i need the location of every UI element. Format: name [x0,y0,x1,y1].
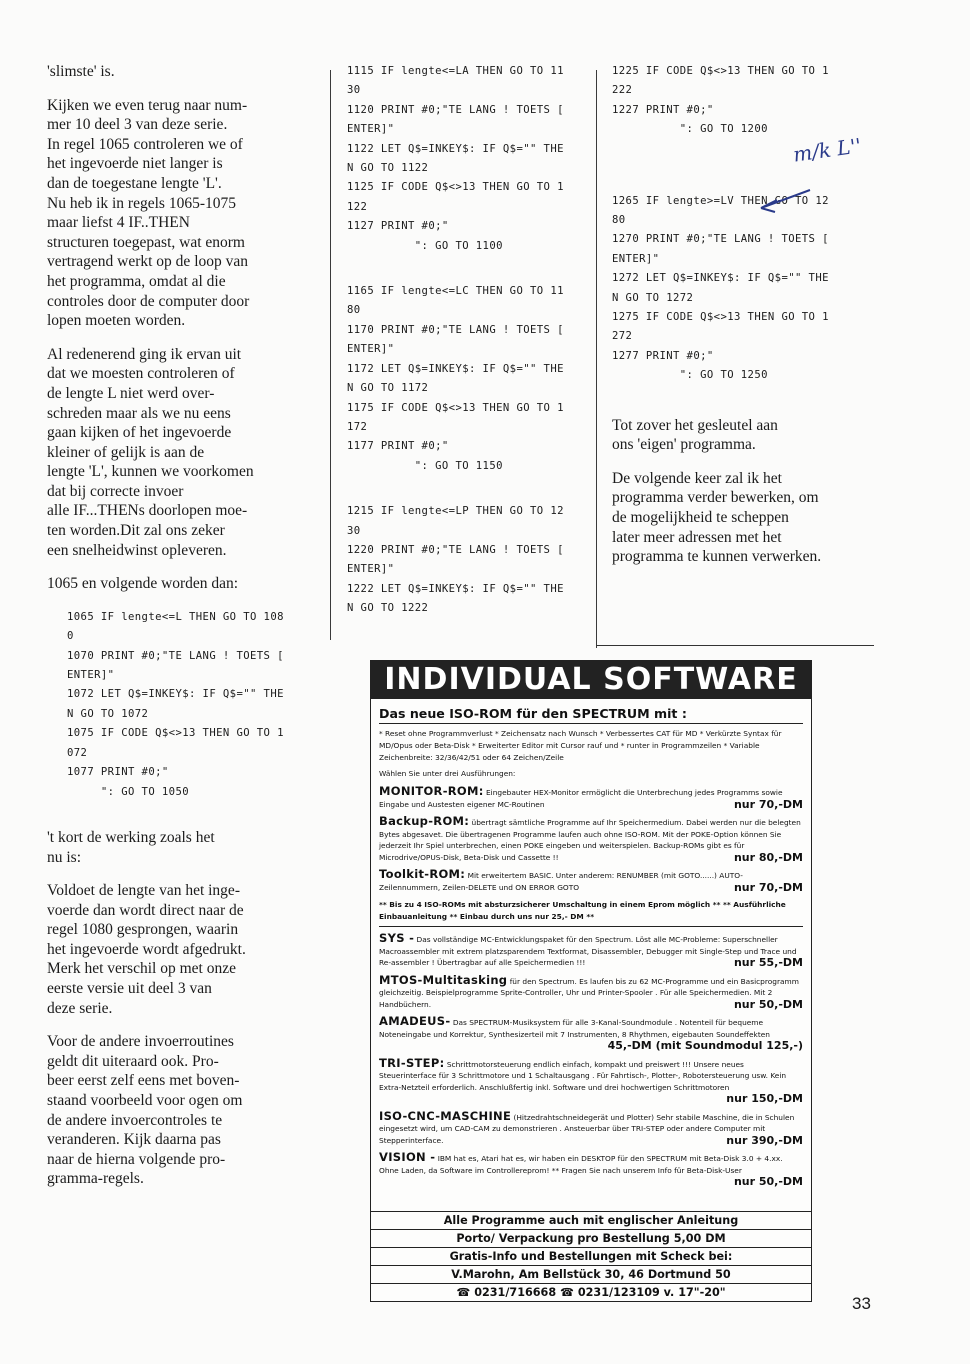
handwritten-note: m/k L'' [791,133,863,167]
text-line: 'slimste' is. [47,63,115,80]
text-line: deze serie. [47,999,113,1017]
code-listing: 1165 IF lengte<=LC THEN GO TO 11 80 1170 PRINT #0;"TE LANG ! TOETS [ ENTER]" 1172 LET Q$=INKEY$: IF Q$="" THE N GO TO 1172 1175 IF CODE Q$<>13 THEN GO TO 1 172 1177 PRINT #0;" ": GO TO 1150 [347,285,564,472]
ad-product-text: für den Spectrum. Es laufen bis zu 62 MC-Programme und ein Basicprogramm gleichzeitig. Beispielprogramme Sprite-Controller, Uhr und Printer-Spooler . Für alle Speichermedien. Mit 2 Handbüchern. [379,976,799,1009]
paragraph [47,345,319,561]
text-line: Voldoet de lengte van het inge- [47,882,240,900]
ad-product-name: MONITOR-ROM: [379,784,484,798]
text-line: Merk het verschil op met onze [47,960,236,978]
ad-product-text: Mit erweitertem BASIC. Unter anderem: RENUMBER (mit GOTO......) AUTO-Zeilennummern, Zeilen-DELETE und ON ERROR GOTO [379,871,743,892]
ad-product [379,816,803,863]
code-listing: 1215 IF lengte<=LP THEN GO TO 12 30 1220 PRINT #0;"TE LANG ! TOETS [ ENTER]" 1222 LET Q$=INKEY$: IF Q$="" THE N GO TO 1222 [347,505,564,615]
text-line: Tot zover het gesleutel aan [612,416,778,434]
ad-product [379,1108,803,1147]
text-line: 't kort de werking zoals het [47,828,215,846]
ad-banner: INDIVIDUAL SOFTWARE [371,661,811,699]
ad-product [379,1152,803,1188]
text-line: 1065 en volgende worden dan: [47,575,239,593]
text-line: schreden maar als we nu eens [47,404,231,422]
text-line: het programma, omdat al die [47,272,226,290]
arrow-mark [755,186,815,216]
ad-order-line: Porto/ Verpackung pro Bestellung 5,00 DM [371,1229,811,1247]
ad-product-price: nur 50,-DM [733,997,803,1011]
ad-product-name: VISION - [379,1150,436,1164]
ad-product-price: nur 390,-DM [726,1133,803,1147]
code-listing: 1265 IF lengte>=LV THEN GO TO 12 80 1270 PRINT #0;"TE LANG ! TOETS [ ENTER]" 1272 LET Q$=INKEY$: IF Q$="" THE N GO TO 1272 1275 IF CODE Q$<>13 THEN GO TO 1 272 1277 PRINT #0;" ": GO TO 1250 [612,194,829,382]
ad-features: * Reset ohne Programmverlust * Zeichensatz nach Wunsch * Verbessertes CAT für MD * Verkürzte Syntax für MD/Opus oder Beta-Disk * Erweiterter Editor mit Cursor rauf und * runter in Programmzeilen * Variable Zeichenbreite: 32/36/42/51 oder 64 Zeichen/Zeile [379,729,782,762]
paragraph [47,828,319,867]
text-line: de mogelijkheid te scheppen [612,509,789,527]
ad-product-text: IBM hat es, Atari hat es, wir haben ein DESKTOP für den SPECTRUM mit Beta-Disk 3.0 + 4.xx. Ohne Laden, da Software im Controllereprom! ** Fragen Sie nach unserem Info für Beta-Disk-User [379,1154,783,1175]
text-line: eerste versie uit deel 3 van [47,980,212,998]
text-line: het ingevoerde niet langer is [47,155,223,173]
ad-product-price: 45,-DM (mit Soundmodul 125,-) [607,1039,803,1052]
ad-product-text: Das vollständige MC-Entwicklungspaket für den Spectrum. Löst alle MC-Probleme: Superschneller Macroassembler mit extrem platzsparendem Textformat, Disassembler, Debugger mit Single-Step und Trace und Re-assembler ! Übertragbar auf alle Speichermedien !!! [379,935,797,967]
text-line: De volgende keer zal ik het [612,469,782,487]
text-line: de lengte L niet werd over- [47,384,215,402]
text-line: controles door de computer door [47,292,250,310]
column-divider [330,70,331,640]
ad-product-name: SYS - [379,931,415,945]
ad-product-price: nur 50,-DM [733,1175,803,1188]
column-divider [596,70,597,648]
text-line: dat we moesten controleren of [47,365,235,383]
ad-choose: Wählen Sie unter drei Ausführungen: [379,769,516,778]
text-line: beer eerst zelf eens met boven- [47,1072,240,1090]
column-left [47,62,319,1203]
ad-product-price: nur 55,-DM [733,956,803,969]
text-line: structuren toegepast, wat enorm [47,233,245,251]
ad-product [379,786,803,810]
ad-product-text: Eingebauter HEX-Monitor ermöglicht die Unterbrechung jedes Programms sowie Eingabe und Austesten eigener MC-Routinen [379,788,783,809]
ad-separator [596,645,874,646]
text-line: programma te kunnen verwerken. [612,548,822,566]
text-line: mer 10 deel 3 van deze serie. [47,116,228,134]
code-listing: 1115 IF lengte<=LA THEN GO TO 11 30 1120 PRINT #0;"TE LANG ! TOETS [ ENTER]" 1122 LET Q$=INKEY$: IF Q$="" THE N GO TO 1122 1125 IF CODE Q$<>13 THEN GO TO 1 122 1127 PRINT #0;" ": GO TO 1100 [347,65,564,252]
paragraph [47,62,319,82]
text-line: staand voorbeeld voor ogen om [47,1092,243,1110]
ad-product-text: Das SPECTRUM-Musiksystem für alle 3-Kanal-Soundmodule . Notenteil für bequeme Noteneingabe und Korrektur, Synthesizerteil mit 7 Instrumenten, 8 Rhythmen, eigebauten Soundeffekten [379,1018,770,1039]
text-line: lopen moeten worden. [47,312,186,330]
text-line: Al redenerend ging ik ervan uit [47,345,242,363]
text-line: lengte 'L', kunnen we voorkomen [47,463,254,481]
ad-order-line: Alle Programme auch mit englischer Anleitung [371,1211,811,1229]
text-line: regel 1080 gesprongen, waarin [47,921,239,939]
text-line: Voor de andere invoerroutines [47,1033,234,1051]
text-line: vertragend werkt op de loop van [47,253,249,271]
text-line: ten worden.Dit zal ons zeker [47,522,225,540]
paragraph [47,881,319,1018]
ad-order-line: Gratis-Info und Bestellungen mit Scheck bei: [371,1247,811,1265]
ad-order-line: V.Marohn, Am Bellstück 30, 46 Dortmund 50 [371,1265,811,1283]
advertisement [370,660,812,1302]
text-line: ons 'eigen' programma. [612,436,756,454]
ad-product-text: Schrittmotorsteuerung endlich einfach, kompakt und preiswert !!! Unsere neues Steuerinterface für 3 Schrittmotore und 1 Schaltausgang . Für Fahrtisch-, Plotter-, Robotersteuerung usw. Kein Extra-Netzteil erforderlich. Anschlußfertig inkl. Software und drei hochwertigen Schrittmotoren [379,1059,787,1092]
text-line: gaan kijken of het ingevoerde [47,424,232,442]
text-line: een snelheidwinst opleveren. [47,541,227,559]
ad-product [379,972,803,1011]
paragraph [612,416,874,455]
paragraph [47,96,319,331]
ad-product-name: Backup-ROM: [379,814,470,828]
text-line: gramma-regels. [47,1170,144,1188]
ad-product-name: ISO-CNC-MASCHINE [379,1108,512,1123]
text-line: veranderen. Kijk daarna pas [47,1131,221,1149]
text-line: dat bij correcte invoer [47,482,184,500]
text-line: maar liefst 4 IF..THEN [47,214,190,232]
ad-product-name: TRI-STEP: [379,1055,445,1070]
text-line: het ingevoerde wordt afgedrukt. [47,940,246,958]
ad-product-price: nur 70,-DM [733,880,803,894]
text-line: nu is: [47,848,82,866]
ad-product-name: MTOS-Multitasking [379,972,508,987]
text-line: Nu heb ik in regels 1065-1075 [47,194,236,212]
paragraph [612,469,874,567]
text-line: dan de toegestane lengte 'L'. [47,174,222,192]
ad-subtitle: Das neue ISO-ROM für den SPECTRUM mit : [379,706,803,724]
text-line: kleiner of gelijk is aan de [47,443,205,461]
ad-product-price: nur 80,-DM [733,850,803,864]
ad-product [379,869,803,893]
text-line: Kijken we even terug naar num- [47,96,248,114]
text-line: geldt dit uiteraard ook. Pro- [47,1052,219,1070]
ad-order-line: ☎ 0231/716668 ☎ 0231/123109 v. 17"-20" [371,1283,811,1301]
code-listing: 1225 IF CODE Q$<>13 THEN GO TO 1 222 1227 PRINT #0;" ": GO TO 1200 [612,65,829,136]
ad-product [379,1055,803,1105]
text-line: In regel 1065 controleren we of [47,135,243,153]
ad-product-text: übertragt sämtliche Programme auf Ihr Speichermedium. Dabei werden nur die belegten Bytes abgesavet. Die übertragenen Programme laufen auch ohne ISO-ROM. Mit der POKE-Option können Sie jederzeit Ihr Spiel unterbrechen, einen POKE eingeben und weiterspielen. Backup-ROMs gibt es für Microdrive/OPUS-Disk, Beta-Disk und Cassette !! [379,818,801,862]
code-listing: 1065 IF lengte<=L THEN GO TO 108 0 1070 PRINT #0;"TE LANG ! TOETS [ ENTER]" 1072 LET Q$=INKEY$: IF Q$="" THE N GO TO 1072 1075 IF CODE Q$<>13 THEN GO TO 1 072 1077 PRINT #0;" ": GO TO 1050 [67,610,284,798]
ad-product-text: (Hitzedrahtschneidegerät und Plotter) Sehr stabile Maschine, die in Schulen eingesetzt wird, um CAD-CAM zu demonstrieren . Ansteuerbar über TRI-STEP oder andere Computer mit Stepperinterface. [379,1112,795,1145]
text-line: programma verder bewerken, om [612,489,819,507]
ad-product-price: nur 150,-DM [726,1092,803,1105]
ad-product-price: nur 70,-DM [733,797,803,811]
text-line: later meer adressen met het [612,528,782,546]
ad-product-name: Toolkit-ROM: [379,867,466,881]
page-number: 33 [852,1294,871,1313]
text-line: voerde dan wordt direct naar de [47,901,244,919]
text-line: naar de hierna volgende pro- [47,1150,226,1168]
text-line: alle IF...THENs doorlopen moe- [47,502,248,520]
paragraph [47,1032,319,1189]
ad-product [379,1016,803,1052]
ad-notice: ** Bis zu 4 ISO-ROMs mit absturzsicherer Umschaltung in einem Eprom möglich ** ** Ausführliche Einbauanleitung ** Einbau durch uns nur 25,- DM ** [379,899,803,927]
paragraph [47,574,319,594]
column-middle [347,62,587,645]
text-line: de andere invoercontroles te [47,1111,223,1129]
ad-product [379,933,803,969]
ad-product-name: AMADEUS- [379,1014,451,1028]
